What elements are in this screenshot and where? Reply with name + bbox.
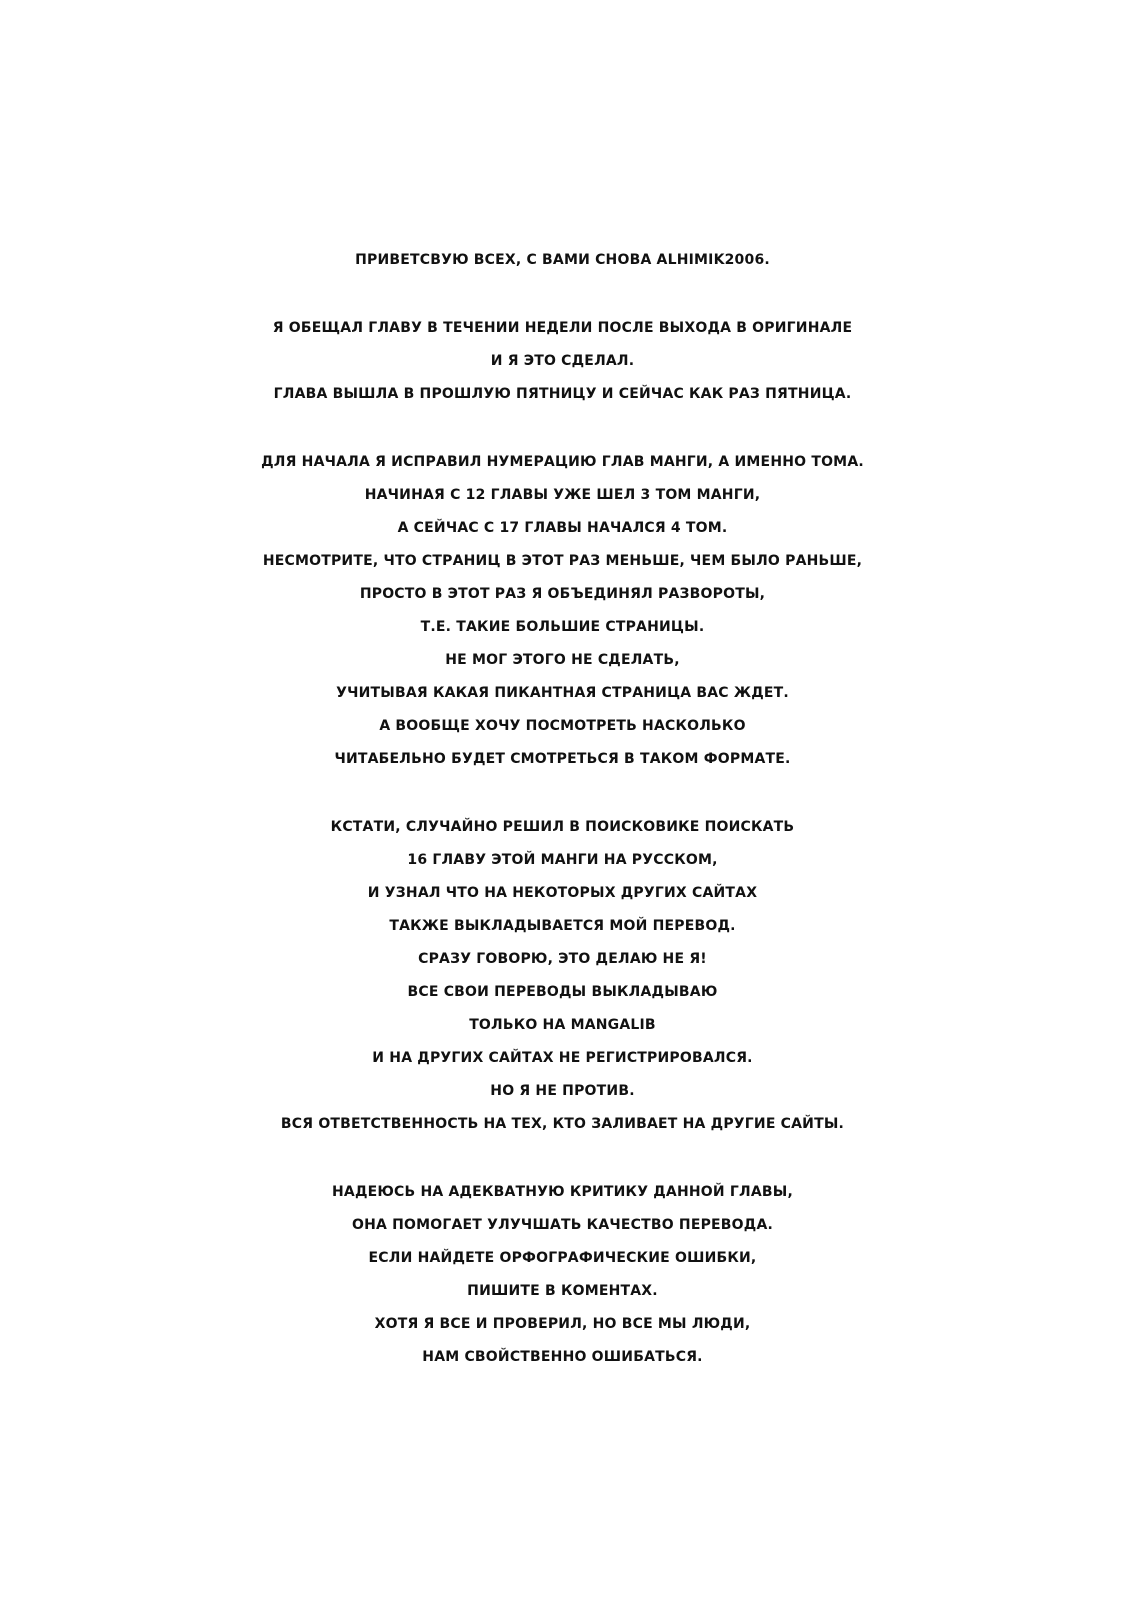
text-line: ПРИВЕТСВУЮ ВСЕХ, С ВАМИ СНОВА ALHIMIK2006.	[355, 252, 770, 268]
text-line: Т.Е. ТАКИЕ БОЛЬШИЕ СТРАНИЦЫ.	[420, 619, 705, 635]
text-line: ЧИТАБЕЛЬНО БУДЕТ СМОТРЕТЬСЯ В ТАКОМ ФОРМАТЕ.	[334, 751, 791, 767]
text-line: И Я ЭТО СДЕЛАЛ.	[490, 353, 635, 369]
text-line: А ВООБЩЕ ХОЧУ ПОСМОТРЕТЬ НАСКОЛЬКО	[379, 718, 746, 734]
text-line: НАМ СВОЙСТВЕННО ОШИБАТЬСЯ.	[422, 1349, 703, 1365]
text-line: СРАЗУ ГОВОРЮ, ЭТО ДЕЛАЮ НЕ Я!	[418, 951, 707, 967]
text-line: НАЧИНАЯ С 12 ГЛАВЫ УЖЕ ШЕЛ 3 ТОМ МАНГИ,	[364, 487, 761, 503]
text-line: ГЛАВА ВЫШЛА В ПРОШЛУЮ ПЯТНИЦУ И СЕЙЧАС КАК РАЗ ПЯТНИЦА.	[273, 386, 852, 402]
text-line: ТАКЖЕ ВЫКЛАДЫВАЕТСЯ МОЙ ПЕРЕВОД.	[389, 918, 736, 934]
greeting-paragraph	[0, 244, 1125, 277]
text-line: НЕСМОТРИТЕ, ЧТО СТРАНИЦ В ЭТОТ РАЗ МЕНЬШЕ, ЧЕМ БЫЛО РАНЬШЕ,	[262, 553, 863, 569]
text-line: ОНА ПОМОГАЕТ УЛУЧШАТЬ КАЧЕСТВО ПЕРЕВОДА.	[352, 1217, 773, 1233]
reupload-paragraph	[0, 811, 1125, 1141]
numbering-paragraph	[0, 446, 1125, 776]
text-line: НАДЕЮСЬ НА АДЕКВАТНУЮ КРИТИКУ ДАННОЙ ГЛАВЫ,	[332, 1184, 793, 1200]
text-line: ЕСЛИ НАЙДЕТЕ ОРФОГРАФИЧЕСКИЕ ОШИБКИ,	[368, 1250, 757, 1266]
text-line: ВСЕ СВОИ ПЕРЕВОДЫ ВЫКЛАДЫВАЮ	[407, 984, 718, 1000]
text-line: 16 ГЛАВУ ЭТОЙ МАНГИ НА РУССКОМ,	[407, 852, 718, 868]
text-line: ДЛЯ НАЧАЛА Я ИСПРАВИЛ НУМЕРАЦИЮ ГЛАВ МАНГИ, А ИМЕННО ТОМА.	[261, 454, 864, 470]
text-line: Я ОБЕЩАЛ ГЛАВУ В ТЕЧЕНИИ НЕДЕЛИ ПОСЛЕ ВЫХОДА В ОРИГИНАЛЕ	[272, 320, 853, 336]
text-line: И НА ДРУГИХ САЙТАХ НЕ РЕГИСТРИРОВАЛСЯ.	[372, 1050, 753, 1066]
release-paragraph	[0, 312, 1125, 411]
translator-note-text	[0, 244, 1125, 1374]
text-line: НЕ МОГ ЭТОГО НЕ СДЕЛАТЬ,	[445, 652, 680, 668]
text-line: ТОЛЬКО НА MANGALIB	[469, 1017, 656, 1033]
feedback-paragraph	[0, 1176, 1125, 1374]
text-line: КСТАТИ, СЛУЧАЙНО РЕШИЛ В ПОИСКОВИКЕ ПОИСКАТЬ	[330, 819, 795, 835]
text-line: А СЕЙЧАС С 17 ГЛАВЫ НАЧАЛСЯ 4 ТОМ.	[397, 520, 728, 536]
text-line: УЧИТЫВАЯ КАКАЯ ПИКАНТНАЯ СТРАНИЦА ВАС ЖДЕТ.	[336, 685, 789, 701]
text-line: ВСЯ ОТВЕТСТВЕННОСТЬ НА ТЕХ, КТО ЗАЛИВАЕТ НА ДРУГИЕ САЙТЫ.	[280, 1116, 845, 1132]
text-line: ХОТЯ Я ВСЕ И ПРОВЕРИЛ, НО ВСЕ МЫ ЛЮДИ,	[374, 1316, 751, 1332]
text-line: НО Я НЕ ПРОТИВ.	[490, 1083, 635, 1099]
text-line: ПРОСТО В ЭТОТ РАЗ Я ОБЪЕДИНЯЛ РАЗВОРОТЫ,	[359, 586, 766, 602]
text-line: ПИШИТЕ В КОМЕНТАХ.	[467, 1283, 658, 1299]
text-line: И УЗНАЛ ЧТО НА НЕКОТОРЫХ ДРУГИХ САЙТАХ	[367, 885, 758, 901]
